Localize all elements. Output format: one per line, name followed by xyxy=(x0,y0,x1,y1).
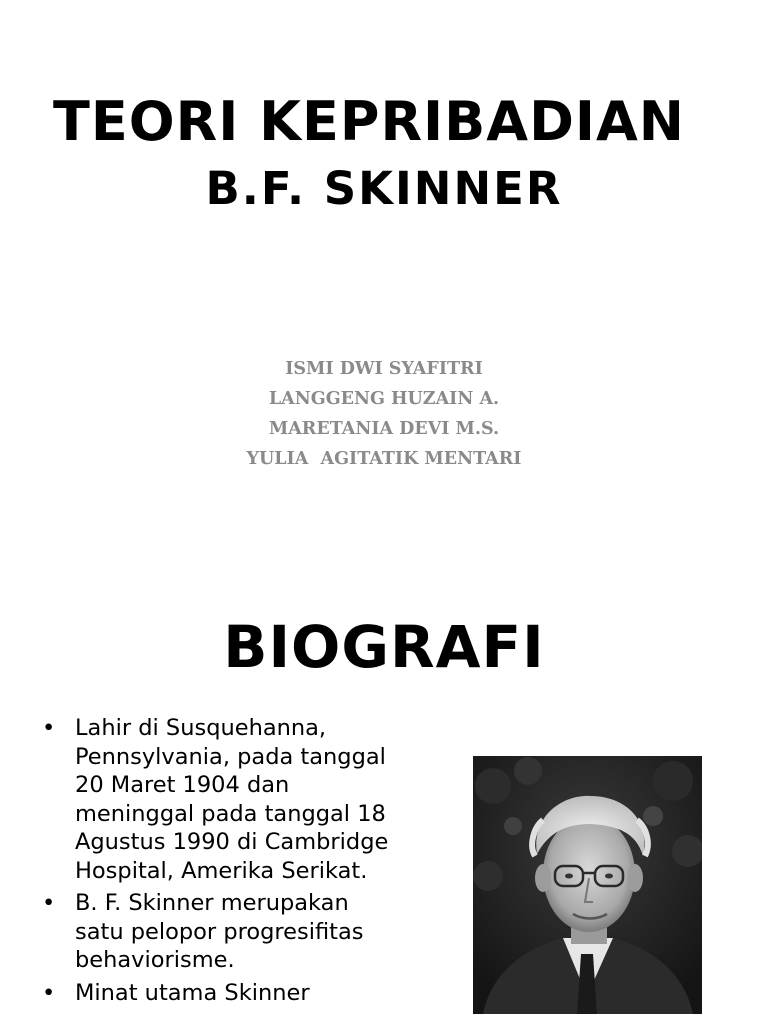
bullet-icon: • xyxy=(42,979,56,1006)
author-list xyxy=(0,354,768,474)
bullet-list xyxy=(40,714,390,1011)
bullet-item xyxy=(40,714,390,885)
bullet-text: B. F. Skinner merupakan satu pelopor progresifitas behaviorisme. xyxy=(75,890,364,973)
portrait-photo xyxy=(473,756,702,1014)
author-name: ISMI DWI SYAFITRI xyxy=(285,359,483,379)
slide-subtitle: B.F. SKINNER xyxy=(205,162,563,215)
author-name: YULIA AGITATIK MENTARI xyxy=(246,449,522,469)
bullet-icon: • xyxy=(42,715,56,741)
bullet-item xyxy=(40,979,390,1008)
bullet-text: Lahir di Susquehanna, Pennsylvania, pada tanggal 20 Maret 1904 dan meninggal pada tanggal 18 Agustus 1990 di Cambridge Hospital, Amerika Serikat. xyxy=(75,715,389,884)
slide-title: TEORI KEPRIBADIAN xyxy=(53,90,685,153)
author-name: LANGGENG HUZAIN A. xyxy=(268,389,500,409)
biography-slide xyxy=(0,590,768,1024)
biography-title: BIOGRAFI xyxy=(223,613,545,681)
bullet-icon: • xyxy=(42,890,56,916)
author-name: MARETANIA DEVI M.S. xyxy=(268,419,500,439)
bullet-item xyxy=(40,889,390,975)
bullet-text: Minat utama Skinner xyxy=(75,979,310,1006)
